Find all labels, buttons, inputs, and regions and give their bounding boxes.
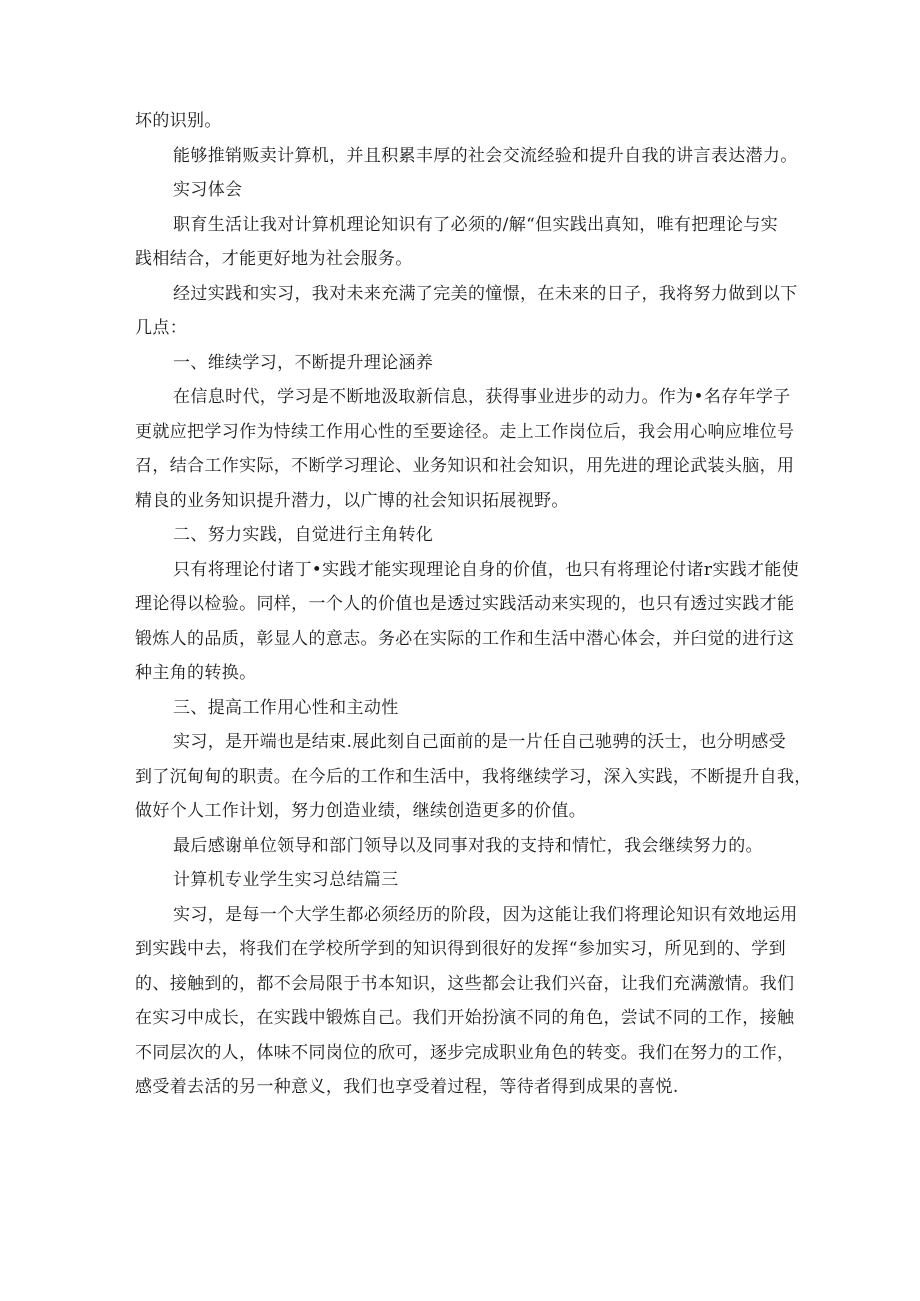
text-line: 职育生活让我对计算机理论知识有了必须的/解“但实践出真知，唯有把理论与实 <box>173 214 779 235</box>
text-line: 种主角的转换。 <box>135 663 257 683</box>
text-line: 在实习中成长，在实践中锻炼自己。我们开始扮演不同的角色，尝试不同的工作，接触 <box>135 1008 795 1028</box>
text-line: 到了沉甸甸的职责。在今后的工作和生活中，我将继续学习，深入实践，不断提升自我， <box>135 766 812 787</box>
text-line: 实习体会 <box>173 180 243 200</box>
text-line: 到实践中去，将我们在学校所学到的知识得到很好的发挥“参加实习，所见到的、学到 <box>135 939 786 959</box>
text-line: 不同层次的人，体味不同岗位的欣可，逐步完成职业角色的转变。我们在努力的工作， <box>135 1042 795 1063</box>
text-line: 经过实践和实习，我对未来充满了完美的憧憬，在未来的日子，我将努力做到以下 <box>173 283 798 304</box>
text-line: 二、努力实践，自觉进行主角转化 <box>173 525 434 545</box>
text-line: 实习，是每一个大学生都必须经历的阶段，因为这能让我们将理论知识有效地运用 <box>173 904 798 925</box>
text-line: 精良的业务知识提升潜力，以广博的社会知识拓展视野。 <box>135 490 569 511</box>
text-line: 在信息时代，学习是不断地汲取新信息，获得事业进步的动力。作为•名存年学子 <box>173 387 791 407</box>
text-line: 坏的识别。 <box>135 111 222 131</box>
text-line: 召，结合工作实际，不断学习理论、业务知识和社会知识，用先进的理论武装头脑，用 <box>135 456 795 476</box>
text-line: 理论得以检验。同样，一个人的价值也是透过实践活动来实现的，也只有透过实践才能 <box>135 594 795 614</box>
text-line: 几点： <box>135 318 188 338</box>
text-line: 感受着去活的另一种意义，我们也享受着过程，等待者得到成果的喜悦. <box>135 1077 679 1097</box>
text-line: 计算机专业学生实习总结篇三 <box>173 870 399 890</box>
text-line: 能够推销贩卖计算机，并且积累丰厚的社会交流经验和提升自我的讲言表达潜力。 <box>173 145 798 166</box>
text-line: 更就应把学习作为恃续工作用心性的至要途径。走上工作岗位后，我会用心响应堆位号 <box>135 421 795 442</box>
text-line: 实习，是开端也是结束.展此刻自己面前的是一片任自己驰骋的沃士，也分明感受 <box>173 732 787 752</box>
text-line: 的、接触到的，都不会局限于书本知识，这些都会让我们兴奋，让我们充满激情。我们 <box>135 973 795 994</box>
text-line: 只有将理论付诸丁•实践才能实现理论自身的价值，也只有将理论付诸r实践才能使 <box>173 559 800 580</box>
text-line: 三、提高工作用心性和主动性 <box>173 697 399 718</box>
text-line: 做好个人工作计划，努力创造业绩，继续创造更多的价值。 <box>135 801 587 821</box>
text-line: 一、维续学习，不断提升理论涵养 <box>173 352 434 373</box>
text-line: 最后感谢单位领导和部门领导以及同事对我的支持和情忙，我会继续努力的。 <box>173 835 763 856</box>
text-line: 践相结合，才能更好地为社会服务。 <box>135 249 413 269</box>
text-line: 锻炼人的品质，彰显人的意志。务必在实际的工作和生活中潜心体会，并臼觉的进行这 <box>135 628 795 649</box>
document-body <box>135 104 812 1105</box>
